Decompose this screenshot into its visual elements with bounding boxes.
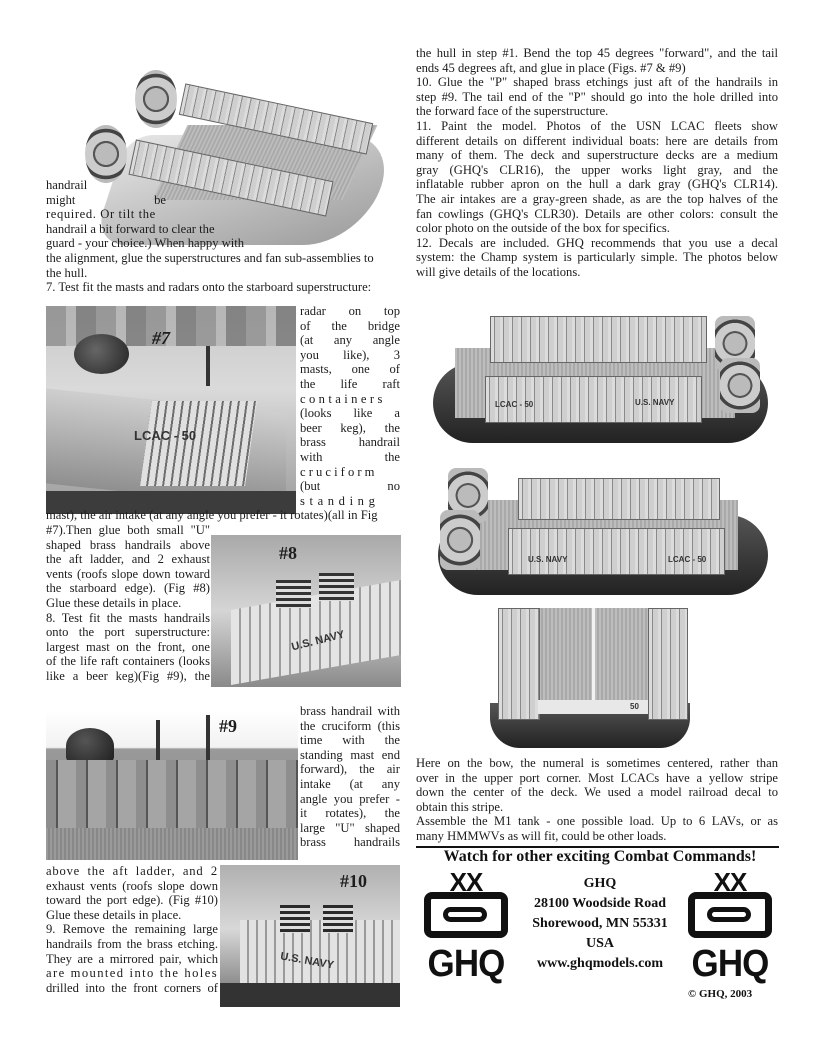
- text-line: (but no: [300, 479, 400, 494]
- text-line: brass handrails: [300, 835, 400, 850]
- intro-text: [46, 178, 396, 295]
- text-line: (looks like a: [300, 406, 400, 421]
- text-line: the starboard edge). (Fig #8): [46, 581, 210, 596]
- website-link[interactable]: www.ghqmodels.com: [536, 956, 663, 971]
- address-line: Shorewood, MN 55331: [532, 916, 668, 931]
- photo-fig7: [46, 306, 296, 514]
- logo-division-mark: XX: [713, 867, 747, 897]
- figure-label: #9: [219, 716, 237, 736]
- logo-wordmark: GHQ: [691, 943, 769, 985]
- navy-marking: U.S. NAVY: [635, 398, 675, 407]
- text-line: are mounted into the holes: [46, 966, 218, 981]
- text-line: it rotates), the: [300, 806, 400, 821]
- step8-wrap-text: [300, 704, 400, 850]
- text-line: Glue these details in place.: [46, 907, 182, 922]
- text-line: handrail: [46, 178, 88, 192]
- text-line: inflatable rubber apron on the hull a dark gray (GHQ's CLR14).: [416, 177, 778, 192]
- text-line: handrails from the brass etching.: [46, 936, 218, 951]
- text-line: vents (roofs slope down toward: [46, 566, 210, 581]
- text-line: step #9. The tail end of the "P" should go into the hole drilled into: [416, 89, 778, 104]
- text-line: might be: [46, 192, 166, 207]
- text-line: different details on different individual boats: here are details from: [416, 133, 778, 148]
- text-line: the alignment, glue the superstructures and fan sub-assemblies to: [46, 250, 374, 265]
- text-line: the life raft: [300, 376, 400, 391]
- text-line: #7).Then glue both small "U": [46, 523, 210, 537]
- right-top-text: [416, 46, 778, 280]
- hull-marking: LCAC - 50: [495, 400, 534, 409]
- company-address: [510, 874, 690, 974]
- text-line: cruciform: [300, 464, 378, 479]
- logo-armor-symbol-icon: [707, 907, 751, 922]
- figure-label: #8: [279, 543, 297, 563]
- text-line: toward the port edge). (Fig #10): [46, 893, 218, 908]
- text-line: masts, one of: [300, 362, 400, 377]
- text-line: the hull.: [46, 265, 88, 280]
- step9-heading: 9. Remove the remaining large: [46, 922, 218, 937]
- copyright: © GHQ, 2003: [688, 988, 753, 1000]
- right-bottom-text: [416, 756, 778, 844]
- text-line: will give details of the locations.: [416, 264, 581, 279]
- text-line: system: the Champ system is particularly simple. The photos below: [416, 250, 778, 265]
- step12-heading: 12. Decals are included. GHQ recommends that you use a decal: [416, 235, 778, 250]
- text-line: forward), the air: [300, 762, 400, 777]
- text-line: radar on top: [300, 304, 400, 318]
- photo-starboard-side: [425, 308, 775, 443]
- hull-marking: LCAC - 50: [668, 555, 707, 564]
- photo-port-side: [428, 460, 778, 595]
- text-line: largest mast on the front, one: [46, 639, 210, 654]
- photo-fig9: [46, 710, 298, 860]
- text-line: time with the: [300, 733, 400, 748]
- text-line: required. Or tilt the: [46, 207, 156, 222]
- text-line: The air intakes are a gray-green shade, as are the top halves of the: [416, 191, 778, 206]
- text-line: shaped brass handrails above: [46, 537, 210, 552]
- photo-fig10: [220, 865, 400, 1007]
- text-line: the forward face of the superstructure.: [416, 104, 609, 119]
- text-line: (at any angle: [300, 333, 400, 348]
- photo-fig8: [211, 535, 401, 687]
- text-line: large "U" shaped: [300, 820, 400, 835]
- step7-heading: 7. Test fit the masts and radars onto the starboard superstructure:: [46, 280, 372, 295]
- text-line: above the aft ladder, and 2: [46, 864, 218, 878]
- logo-wordmark: GHQ: [427, 943, 505, 985]
- text-line: Here on the bow, the numeral is sometimes centered, rather than: [416, 756, 778, 770]
- text-line: drilled into the front corners of: [46, 980, 218, 995]
- text-line: of the bridge: [300, 318, 400, 333]
- photo-bow: [470, 608, 695, 748]
- text-line: brass handrail: [300, 435, 400, 450]
- text-line: handrail a bit forward to clear the: [46, 221, 215, 236]
- text-line: brass handrail with: [300, 704, 400, 718]
- text-line: Glue these details in place.: [46, 595, 182, 610]
- text-line: you like), 3: [300, 347, 400, 362]
- logo-armor-symbol-icon: [443, 907, 487, 922]
- text-line: standing mast end: [300, 747, 400, 762]
- address-line: 28100 Woodside Road: [534, 896, 666, 911]
- text-line: many of them. The deck and superstructure decks are a medium: [416, 148, 778, 163]
- text-line: the cruciform (this: [300, 718, 400, 733]
- step7-wrap-text: [300, 304, 400, 508]
- text-line: the aft ladder, and 2 exhaust: [46, 552, 210, 567]
- text-line: gray (GHQ's CLR16), the upper works light gray, and the: [416, 162, 778, 177]
- text-line: over in the upper port corner. Most LCACs have a yellow stripe: [416, 770, 778, 785]
- address-country: USA: [585, 936, 614, 951]
- figure-label: #10: [340, 871, 367, 891]
- text-line: They are a mirrored pair, which: [46, 951, 218, 966]
- hull-marking: LCAC - 50: [134, 428, 197, 443]
- step10-heading: 10. Glue the "P" shaped brass etchings just aft of the handrails in: [416, 75, 778, 90]
- navy-marking: U.S. NAVY: [279, 950, 335, 972]
- step8-details: [46, 864, 218, 995]
- text-line: obtain this stripe.: [416, 799, 504, 814]
- company-name: GHQ: [583, 876, 617, 891]
- navy-marking: U.S. NAVY: [290, 628, 346, 654]
- text-line: beer keg), the: [300, 420, 400, 435]
- logo-division-mark: XX: [449, 867, 483, 897]
- navy-marking: U.S. NAVY: [528, 555, 568, 564]
- text-line: onto the port superstructure:: [46, 625, 210, 640]
- footer-banner: Watch for other exciting Combat Commands!: [443, 848, 757, 865]
- text-line: exhaust vents (roofs slope down: [46, 878, 218, 893]
- text-line: color photo on the outside of the box for specifics.: [416, 221, 670, 236]
- step8-heading: 8. Test fit the masts handrails: [46, 610, 210, 625]
- text-line: angle you prefer -: [300, 791, 400, 806]
- ghq-logo-right: [680, 867, 780, 990]
- text-line: the hull in step #1. Bend the top 45 degrees "forward", and the tail: [416, 46, 778, 60]
- text-line: many HMMWVs as will fit, could be other loads.: [416, 828, 667, 843]
- step11-heading: 11. Paint the model. Photos of the USN LCAC fleets show: [416, 118, 778, 133]
- text-line: guard - your choice.) When happy with: [46, 236, 245, 251]
- text-line: intake (at any: [300, 776, 400, 791]
- text-line: ends 45 degrees aft, and glue in place (Figs. #7 & #9): [416, 60, 686, 75]
- text-line: standing: [300, 493, 380, 508]
- step7-details: [46, 523, 210, 684]
- text-line: fan cowlings (GHQ's CLR30). Details are other colors: consult the: [416, 206, 778, 221]
- ghq-logo-left: [416, 867, 516, 990]
- text-line: of the life raft containers (looks: [46, 654, 210, 669]
- text-line: containers: [300, 391, 386, 406]
- figure-label: #7: [152, 328, 170, 348]
- text-line: mast), the air intake (at any angle you prefer - it rotates)(all in Fig: [46, 508, 378, 522]
- text-line: down the center of the deck. We used a model railroad decal to: [416, 785, 778, 800]
- text-line: with the: [300, 449, 400, 464]
- text-line: Assemble the M1 tank - one possible load. Up to 6 LAVs, or as: [416, 814, 778, 829]
- bow-number-marking: 50: [630, 702, 639, 711]
- text-line: like a beer keg)(Fig #9), the: [46, 668, 210, 683]
- step7-continuation: [46, 508, 398, 523]
